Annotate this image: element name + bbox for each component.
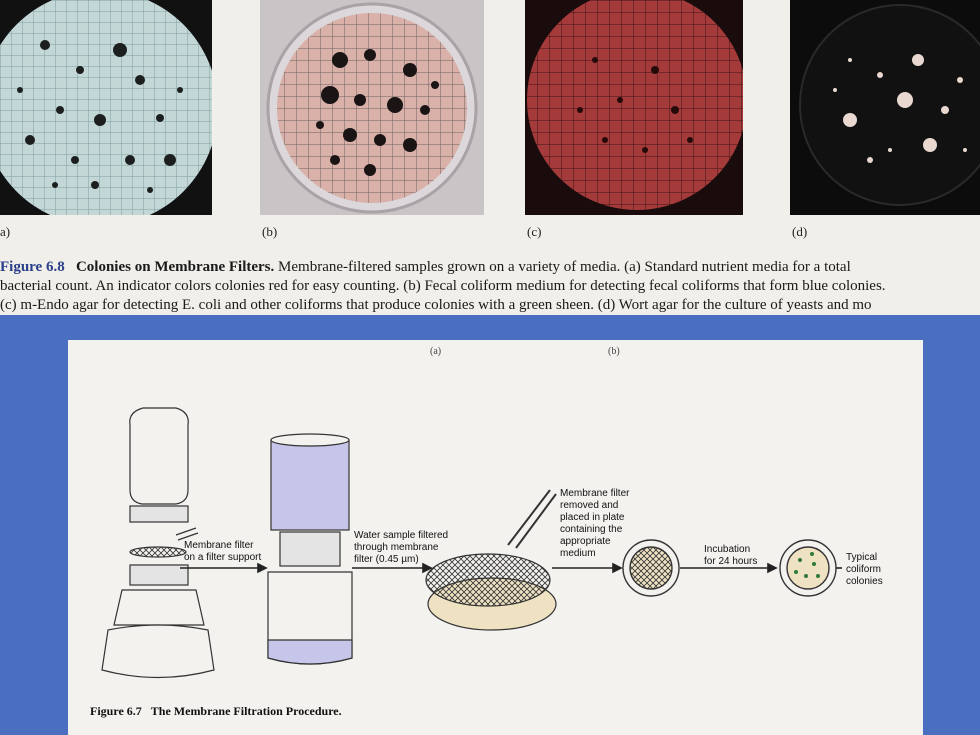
figure-6-8-caption bbox=[0, 258, 980, 315]
filtration-funnel bbox=[268, 434, 352, 664]
caption-title: Colonies on Membrane Filters. bbox=[75, 259, 275, 275]
step2-line3: filter (0.45 µm) bbox=[354, 554, 419, 565]
fig7-number: Figure 6.7 bbox=[90, 704, 142, 718]
bleed-label-a: (a) bbox=[430, 346, 442, 357]
step2-line2: through membrane bbox=[354, 542, 439, 553]
photo-b bbox=[260, 0, 484, 215]
photo-a bbox=[0, 0, 212, 215]
photo-d bbox=[790, 0, 980, 215]
step4-line1: Incubation bbox=[704, 544, 751, 555]
step3-line3: placed in plate bbox=[560, 512, 625, 523]
step3-label bbox=[560, 488, 629, 560]
step1-label bbox=[184, 540, 261, 564]
photo-c bbox=[525, 0, 743, 215]
step3-line6: medium bbox=[560, 548, 596, 559]
bottom-figure bbox=[68, 340, 923, 735]
step5-line3: colonies bbox=[846, 576, 883, 587]
membrane-filtration-diagram bbox=[68, 340, 923, 680]
step1-line1: Membrane filter bbox=[184, 540, 254, 551]
step1-line2: on a filter support bbox=[184, 552, 262, 563]
figure-6-7-caption bbox=[90, 704, 342, 719]
step3-line5: appropriate bbox=[560, 536, 611, 547]
step3-line4: containing the bbox=[560, 524, 623, 535]
caption-line-3: (c) m-Endo agar for detecting E. coli and other coliforms that produce colonies with a green sheen. (d) Wort agar for the culture of yeasts and mo bbox=[0, 297, 872, 313]
step3-line2: removed and bbox=[560, 500, 619, 511]
panel-label-d: (d) bbox=[792, 224, 808, 239]
step5-line1: Typical bbox=[846, 552, 878, 563]
step4-label bbox=[704, 544, 757, 568]
panel-label-b: (b) bbox=[262, 224, 278, 239]
step3-line1: Membrane filter bbox=[560, 488, 630, 499]
top-figure bbox=[0, 0, 980, 315]
caption-line-2: bacterial count. An indicator colors colonies red for easy counting. (b) Fecal coliform medium for detecting fecal coliforms that form blue colonies. bbox=[0, 278, 886, 294]
panel-label-a: a) bbox=[0, 224, 11, 239]
step2-line1: Water sample filtered bbox=[354, 530, 449, 541]
bleed-label-b: (b) bbox=[608, 346, 620, 357]
caption-line-1-text: Membrane-filtered samples grown on a variety of media. (a) Standard nutrient media for a total bbox=[278, 259, 851, 275]
coliform-colonies-plate bbox=[780, 540, 836, 596]
step4-line2: for 24 hours bbox=[704, 556, 758, 567]
step2-label bbox=[354, 530, 448, 566]
step5-line2: coliform bbox=[846, 564, 882, 575]
incubation-plate bbox=[623, 540, 679, 596]
caption-number: Figure 6.8 bbox=[0, 259, 65, 275]
step5-label bbox=[846, 552, 883, 588]
fig7-title: The Membrane Filtration Procedure. bbox=[150, 704, 342, 718]
caption-line-1 bbox=[0, 258, 980, 277]
panel-label-c: (c) bbox=[527, 224, 542, 239]
